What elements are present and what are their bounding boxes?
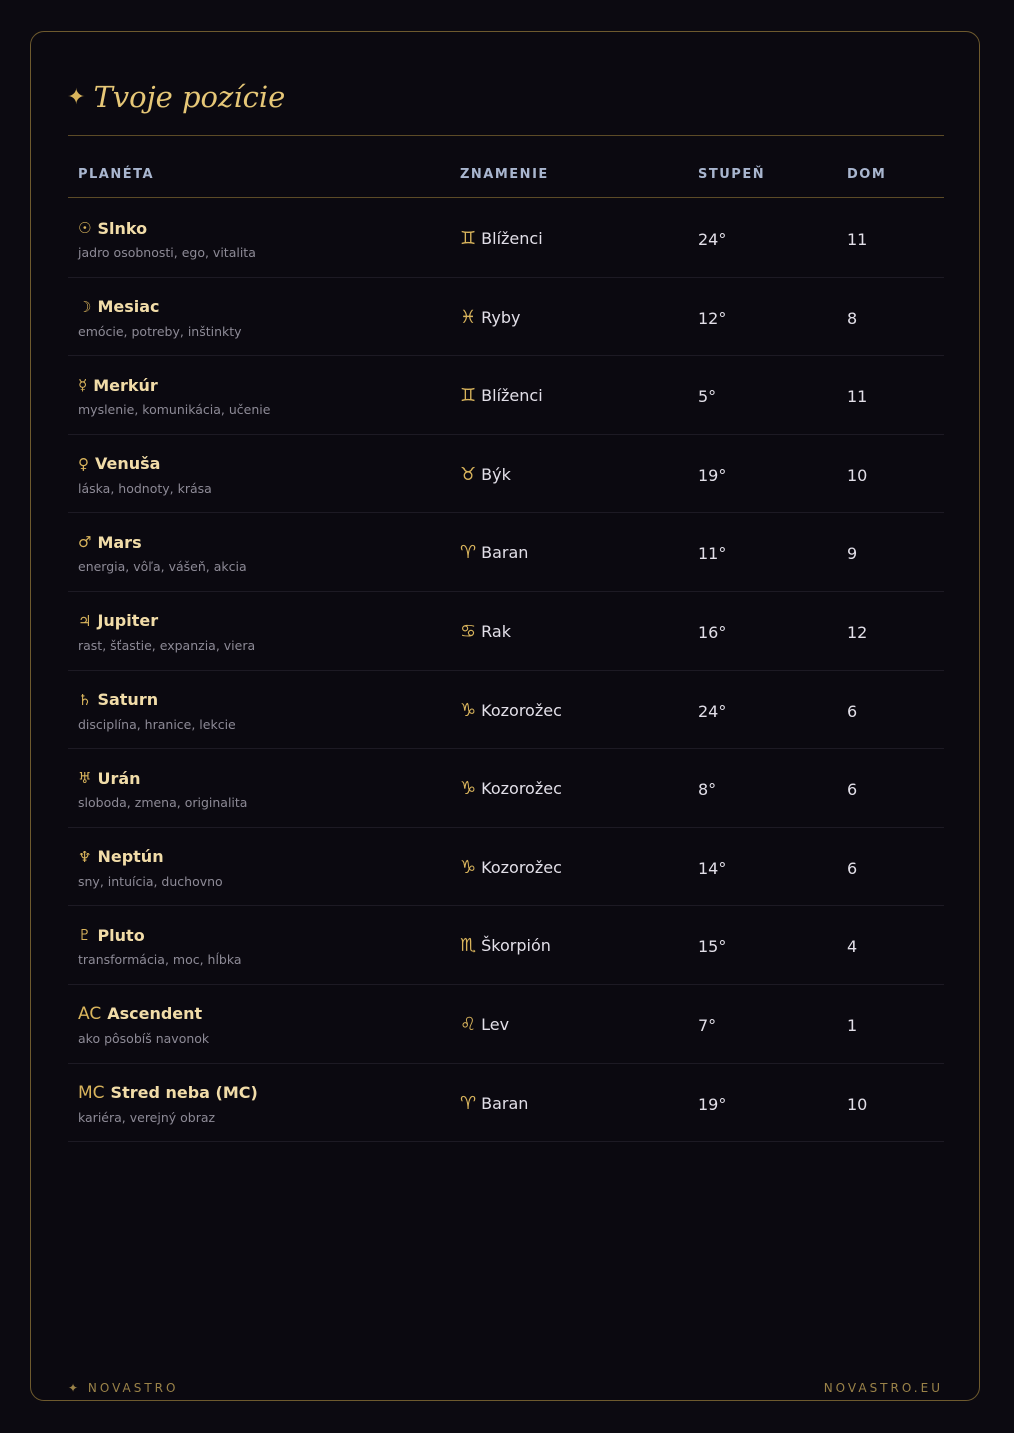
- header-planet: PLANÉTA: [78, 167, 155, 182]
- cancer-icon: ♋: [460, 620, 477, 642]
- sign-cell: [460, 1093, 528, 1114]
- planet-cell: [78, 925, 242, 967]
- jupiter-icon: ♃: [78, 611, 92, 630]
- house-cell: 4: [847, 937, 858, 957]
- capricorn-icon: ♑: [460, 778, 477, 800]
- sign-name: Kozorožec: [481, 700, 562, 720]
- house-cell: 11: [847, 230, 868, 249]
- table-row: [68, 278, 944, 357]
- table-row: [68, 513, 944, 592]
- sign-name: Lev: [481, 1014, 510, 1034]
- header-house: DOM: [847, 167, 887, 182]
- uranus-icon: ♅: [78, 769, 92, 788]
- degree-cell: 7°: [698, 1015, 717, 1035]
- capricorn-icon: ♑: [460, 699, 477, 721]
- table-row: [68, 1064, 944, 1143]
- saturn-icon: ♄: [78, 690, 92, 709]
- table-row: [68, 199, 944, 278]
- degree-cell: 19°: [698, 465, 727, 485]
- degree-cell: 24°: [698, 230, 727, 249]
- header-degree: STUPEŇ: [698, 167, 766, 182]
- pluto-icon: ♇: [78, 926, 92, 945]
- table-row: [68, 592, 944, 671]
- sign-cell: [460, 228, 543, 249]
- sign-name: Kozorožec: [481, 779, 562, 799]
- midheaven-icon: MC: [78, 1082, 105, 1103]
- planet-cell: [78, 690, 236, 732]
- sign-name: Býk: [481, 464, 511, 484]
- table-row: [68, 906, 944, 985]
- sign-name: Rak: [481, 621, 511, 641]
- planet-name: Ascendent: [107, 1004, 203, 1024]
- positions-card: [30, 31, 980, 1401]
- positions-table: [68, 199, 944, 1142]
- house-cell: 12: [847, 622, 868, 642]
- degree-cell: 8°: [698, 780, 717, 800]
- planet-cell: [78, 768, 247, 810]
- planet-description: energia, vôľa, vášeň, akcia: [78, 559, 247, 575]
- house-cell: 6: [847, 780, 858, 800]
- house-cell: 8: [847, 308, 858, 328]
- house-cell: 6: [847, 858, 858, 878]
- house-cell: 9: [847, 544, 858, 564]
- gemini-icon: ♊: [460, 385, 477, 407]
- planet-cell: [78, 847, 223, 889]
- planet-name: Pluto: [97, 925, 145, 945]
- planet-name: Slnko: [97, 218, 148, 238]
- house-cell: 11: [847, 387, 868, 407]
- moon-icon: ☽: [78, 297, 92, 316]
- mars-icon: ♂: [78, 533, 92, 552]
- table-row: [68, 828, 944, 907]
- house-cell: 10: [847, 465, 868, 485]
- planet-description: jadro osobnosti, ego, vitalita: [78, 245, 256, 260]
- table-row: [68, 356, 944, 435]
- planet-cell: [78, 1004, 209, 1046]
- planet-cell: [78, 454, 212, 496]
- sign-cell: [460, 542, 528, 563]
- planet-cell: [78, 218, 256, 260]
- table-row: [68, 985, 944, 1064]
- house-cell: 6: [847, 701, 858, 721]
- sign-name: Kozorožec: [481, 857, 562, 877]
- planet-cell: [78, 297, 242, 339]
- planet-name: Neptún: [97, 847, 164, 867]
- pisces-icon: ♓: [460, 306, 477, 328]
- venus-icon: ♀: [78, 454, 89, 473]
- table-row: [68, 671, 944, 750]
- page-title: [67, 80, 285, 114]
- sign-cell: [460, 621, 511, 642]
- taurus-icon: ♉: [460, 463, 477, 485]
- aries-icon: ♈: [460, 1092, 477, 1114]
- planet-description: sny, intuícia, duchovno: [78, 873, 223, 889]
- sign-name: Baran: [481, 543, 529, 563]
- planet-name: Mesiac: [97, 297, 160, 317]
- header-sign: ZNAMENIE: [460, 167, 549, 182]
- house-cell: 10: [847, 1094, 868, 1114]
- planet-description: láska, hodnoty, krása: [78, 480, 212, 496]
- aries-icon: ♈: [460, 542, 477, 564]
- planet-description: sloboda, zmena, originalita: [78, 795, 248, 811]
- degree-cell: 24°: [698, 701, 727, 721]
- sign-cell: [460, 857, 562, 878]
- house-cell: 1: [847, 1015, 858, 1035]
- planet-name: Saturn: [97, 690, 159, 710]
- gemini-icon: ♊: [460, 228, 477, 249]
- planet-description: ako pôsobíš navonok: [78, 1030, 210, 1046]
- planet-name: Venuša: [95, 454, 161, 474]
- planet-description: transformácia, moc, hĺbka: [78, 952, 242, 968]
- degree-cell: 19°: [698, 1094, 727, 1114]
- planet-cell: [78, 1083, 258, 1125]
- footer-website: NOVASTRO.EU: [823, 1381, 943, 1395]
- table-row: [68, 435, 944, 514]
- sign-name: Škorpión: [481, 936, 551, 956]
- planet-name: Stred neba (MC): [110, 1083, 258, 1103]
- sign-cell: [460, 778, 562, 799]
- scorpio-icon: ♏: [460, 935, 477, 957]
- degree-cell: 14°: [698, 858, 727, 878]
- planet-cell: [78, 532, 247, 574]
- degree-cell: 5°: [698, 387, 717, 407]
- planet-cell: [78, 375, 270, 417]
- sign-cell: [460, 935, 551, 956]
- degree-cell: 15°: [698, 937, 727, 957]
- planet-description: emócie, potreby, inštinkty: [78, 323, 242, 339]
- sign-name: Blíženci: [481, 386, 543, 406]
- planet-description: rast, šťastie, expanzia, viera: [78, 637, 256, 653]
- sign-cell: [460, 464, 511, 485]
- table-header: [68, 136, 944, 198]
- sign-name: Blíženci: [481, 229, 543, 248]
- planet-description: kariéra, verejný obraz: [78, 1109, 216, 1125]
- degree-cell: 16°: [698, 622, 727, 642]
- leo-icon: ♌: [460, 1013, 477, 1035]
- sign-cell: [460, 700, 562, 721]
- page-title-text: Tvoje pozície: [93, 80, 286, 114]
- sparkle-icon: ✦: [67, 84, 86, 110]
- planet-name: Urán: [97, 768, 141, 788]
- planet-description: myslenie, komunikácia, učenie: [78, 402, 271, 418]
- footer-brand: ✦ NOVASTRO: [68, 1381, 179, 1395]
- mercury-icon: ☿: [78, 376, 88, 395]
- planet-description: disciplína, hranice, lekcie: [78, 716, 236, 732]
- capricorn-icon: ♑: [460, 856, 477, 878]
- planet-cell: [78, 611, 255, 653]
- table-row: [68, 749, 944, 828]
- sign-name: Baran: [481, 1093, 529, 1113]
- sign-cell: [460, 1014, 509, 1035]
- sun-icon: ☉: [78, 219, 92, 237]
- sign-cell: [460, 307, 520, 328]
- sign-name: Ryby: [481, 307, 521, 327]
- sign-cell: [460, 385, 543, 406]
- degree-cell: 11°: [698, 544, 727, 564]
- ascendant-icon: AC: [78, 1003, 102, 1024]
- planet-name: Jupiter: [97, 611, 159, 631]
- neptune-icon: ♆: [78, 847, 92, 866]
- planet-name: Mars: [97, 532, 142, 552]
- planet-name: Merkúr: [93, 375, 158, 395]
- degree-cell: 12°: [698, 308, 727, 328]
